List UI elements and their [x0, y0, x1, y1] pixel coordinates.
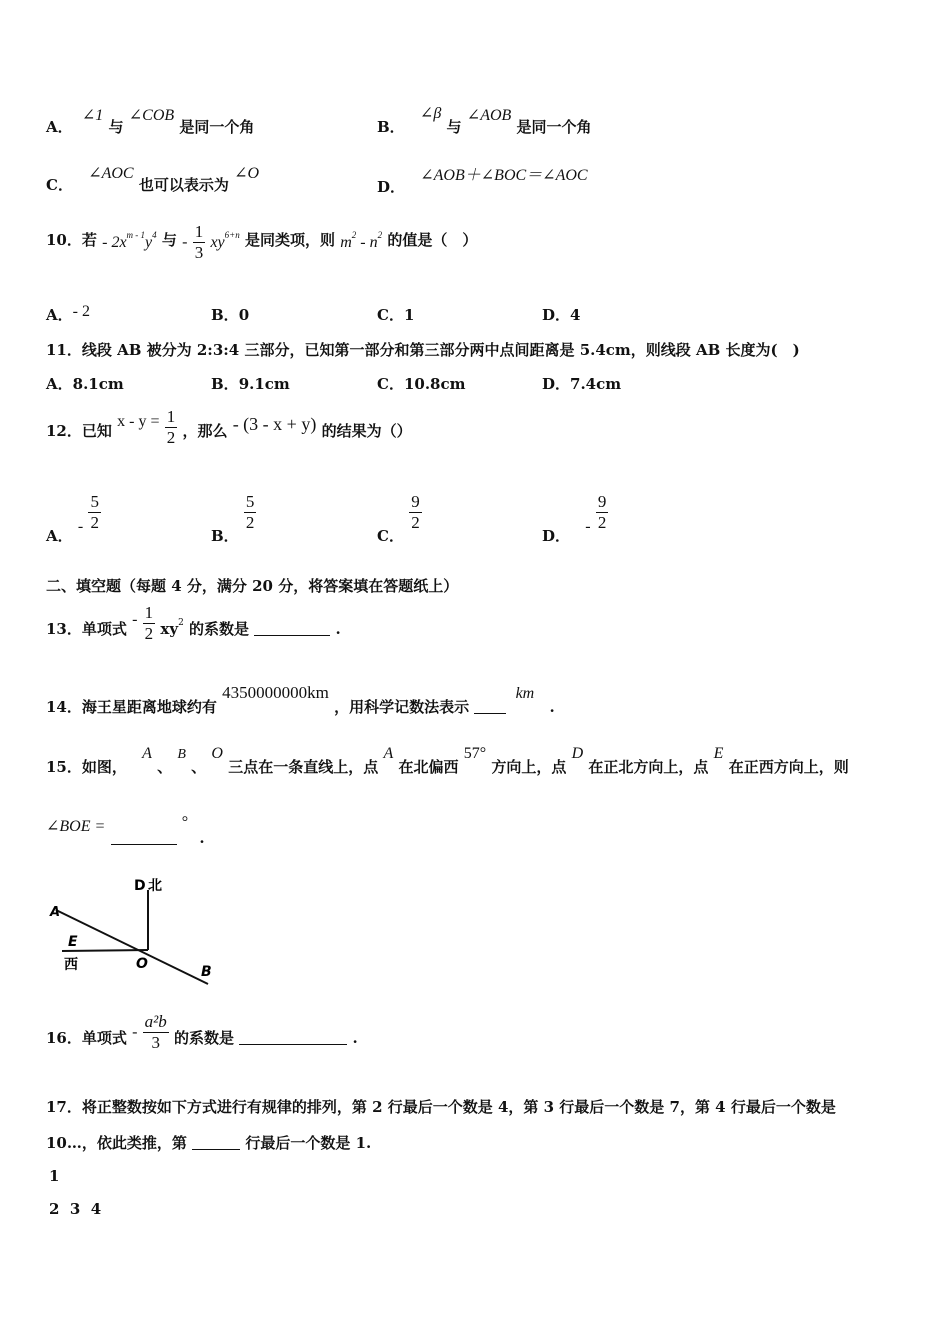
var: xy	[160, 619, 179, 638]
label-O: O	[136, 956, 148, 972]
q9-option-a	[46, 102, 255, 136]
q10-option-d	[542, 304, 580, 325]
option-value: 10.8cm	[403, 375, 466, 393]
var: m	[340, 233, 352, 251]
question-number: 13．单项式	[46, 619, 127, 638]
separator: 、	[157, 758, 173, 776]
option-label: A．	[46, 375, 73, 393]
math-expr: ∠AOB	[466, 107, 512, 124]
monomial	[160, 617, 184, 638]
question-17-line1: 17．将正整数按如下方式进行有规律的排列，第 2 行最后一个数是 4，第 3 行最后一个数是 7，第 4 行最后一个数是	[46, 1098, 836, 1116]
q11-option-a	[46, 373, 124, 394]
numerator: 1	[166, 407, 176, 426]
q10-option-c	[377, 304, 414, 325]
question-12	[46, 407, 412, 448]
option-label: B．	[211, 526, 239, 545]
numerator: 9	[597, 492, 607, 511]
line-AB	[56, 910, 208, 984]
math-expr: ∠COB	[128, 107, 175, 124]
q10-option-a	[46, 304, 90, 325]
math-expr: ∠AOC	[88, 165, 134, 182]
degree-sign: °	[181, 814, 189, 831]
text: 的系数是	[174, 1028, 235, 1047]
question-14	[46, 682, 555, 716]
condition: x - y =	[117, 412, 160, 430]
text: 与	[446, 118, 462, 136]
period: .	[199, 829, 205, 847]
fraction	[165, 407, 178, 448]
math-expr: ∠O	[234, 165, 260, 182]
term-2	[210, 229, 240, 251]
point-D: D	[571, 745, 584, 762]
text: 是同一个角	[179, 118, 255, 136]
period: .	[335, 619, 341, 638]
question-number: 12．已知	[46, 421, 112, 440]
fraction	[596, 492, 609, 533]
option-label: B．	[211, 375, 239, 393]
distance-value: 4350000000km	[222, 683, 329, 702]
answer-blank[interactable]	[474, 699, 506, 714]
exponent: 2	[178, 617, 184, 628]
text: 在北偏西	[398, 758, 459, 776]
option-label: C．	[377, 375, 404, 393]
q9-option-c	[46, 160, 260, 194]
text: 与	[108, 118, 124, 136]
exponent: 4	[152, 229, 157, 240]
fraction	[88, 492, 101, 533]
option-label: A．	[46, 118, 73, 136]
exponent: m - 1	[126, 229, 146, 240]
question-17-line2	[46, 1132, 371, 1153]
point-E: E	[713, 745, 724, 762]
denominator: 3	[151, 1033, 160, 1052]
sign: -	[77, 517, 84, 535]
numerator: 9	[411, 492, 420, 511]
option-label: A．	[46, 526, 73, 545]
option-value: 1	[403, 306, 415, 324]
separator: 、	[191, 758, 207, 776]
unit: km	[515, 685, 535, 702]
q10-option-b	[211, 304, 249, 325]
numerator: 1	[144, 603, 154, 622]
fraction	[409, 492, 422, 533]
exponent: 2	[377, 229, 383, 240]
question-15	[46, 742, 849, 776]
expression	[340, 229, 383, 251]
option-label: D．	[542, 306, 571, 324]
label-A: A	[50, 905, 61, 920]
q12-option-d	[542, 492, 608, 545]
label-north: 北	[148, 878, 162, 894]
fraction	[193, 222, 206, 263]
text: 的系数是	[189, 619, 250, 638]
point-B: B	[177, 747, 186, 762]
q9-option-d	[377, 160, 588, 196]
west-line	[62, 950, 148, 951]
sign: -	[132, 610, 138, 628]
var: y	[145, 233, 153, 251]
q11-option-b	[211, 373, 290, 394]
question-number: 16．单项式	[46, 1028, 127, 1047]
q12-option-b	[211, 492, 256, 545]
angle-expression: ∠BOE =	[46, 818, 106, 835]
text: 10…，依此类推，第	[46, 1134, 187, 1152]
label-E: E	[68, 934, 78, 950]
period: .	[549, 698, 555, 716]
label-D: D	[134, 878, 146, 894]
text: 的结果为（）	[321, 421, 412, 440]
text: 与	[161, 230, 177, 249]
fraction	[143, 603, 156, 644]
option-label: C．	[377, 306, 404, 324]
option-label: B．	[377, 118, 405, 136]
numerator: 5	[245, 492, 255, 511]
numerator: 5	[90, 492, 99, 511]
question-13	[46, 603, 341, 644]
point-A: A	[142, 745, 152, 762]
sign: -	[585, 517, 591, 535]
number-row-2: 2 3 4	[49, 1200, 102, 1218]
label-west: 西	[64, 957, 78, 973]
option-value: 4	[570, 306, 581, 324]
denominator: 2	[144, 624, 154, 643]
question-10	[46, 222, 477, 263]
text: 是同一个角	[516, 118, 592, 136]
period: .	[352, 1028, 358, 1047]
operator: -	[360, 233, 366, 251]
option-value: 9.1cm	[238, 375, 290, 393]
option-label: D．	[542, 526, 571, 545]
sign: -	[182, 233, 188, 251]
numerator: a²b	[144, 1012, 167, 1031]
answer-blank[interactable]	[239, 1030, 347, 1045]
text: ，用科学记数法表示	[334, 698, 470, 716]
q12-option-a	[46, 492, 101, 545]
option-value: - 2	[72, 303, 90, 320]
question-16	[46, 1012, 358, 1053]
option-value: 8.1cm	[72, 375, 124, 393]
question-number: 15．如图，	[46, 758, 127, 776]
fraction	[143, 1012, 169, 1053]
term-1	[102, 229, 157, 251]
text: 三点在一条直线上，点	[228, 758, 379, 776]
point-A: A	[383, 745, 394, 762]
q9-option-b	[377, 102, 592, 136]
math-expr: ∠AOB＋∠BOC＝∠AOC	[420, 167, 588, 184]
answer-blank[interactable]	[111, 830, 177, 845]
math-expr: ∠1	[81, 107, 104, 124]
denominator: 2	[245, 513, 255, 532]
question-15-line2	[46, 814, 205, 847]
option-label: C．	[46, 176, 73, 194]
option-label: C．	[377, 526, 404, 545]
fraction	[244, 492, 257, 533]
var: n	[369, 233, 378, 251]
point-O: O	[211, 745, 223, 762]
question-number: 14．海王星距离地球约有	[46, 698, 217, 716]
option-label: B．	[211, 306, 239, 324]
exponent: 6+n	[224, 229, 240, 240]
denominator: 2	[411, 513, 420, 532]
sign: -	[132, 1023, 138, 1041]
math-expr: ∠β	[419, 105, 442, 122]
text: 在正西方向上，则	[728, 758, 849, 776]
denominator: 2	[597, 513, 607, 532]
text: ，那么	[182, 421, 228, 440]
section-title: 二、填空题（每题 4 分，满分 20 分，将答案填在答题纸上）	[46, 577, 459, 595]
text: 方向上，点	[491, 758, 567, 776]
var: xy	[210, 233, 225, 251]
q11-option-d	[542, 373, 621, 394]
option-value: 7.4cm	[570, 375, 622, 393]
text: 是同类项，则	[244, 230, 335, 249]
label-B: B	[201, 964, 212, 980]
angle-value: 57°	[463, 745, 487, 762]
answer-blank[interactable]	[192, 1135, 240, 1150]
text: 行最后一个数是 1.	[245, 1134, 372, 1152]
question-number: 10．若	[46, 230, 97, 249]
text: 在正北方向上，点	[588, 758, 709, 776]
exponent: 2	[351, 229, 357, 240]
q11-option-c	[377, 373, 466, 394]
text: 的值是（ ）	[387, 230, 478, 249]
direction-diagram	[46, 872, 226, 992]
denominator: 2	[90, 513, 99, 532]
denominator: 3	[194, 243, 204, 262]
option-label: D．	[377, 178, 406, 196]
denominator: 2	[166, 428, 176, 447]
question-11: 11．线段 AB 被分为 2:3:4 三部分，已知第一部分和第三部分两中点间距离是 5.4cm，则线段 AB 长度为( )	[46, 341, 800, 359]
expression: - (3 - x + y)	[232, 413, 317, 434]
answer-blank[interactable]	[254, 621, 330, 636]
option-label: D．	[542, 375, 571, 393]
q12-option-c	[377, 492, 422, 545]
option-label: A．	[46, 306, 73, 324]
option-value: 0	[238, 306, 250, 324]
text: 也可以表示为	[138, 176, 229, 194]
number-row-1: 1	[49, 1167, 60, 1185]
coef: - 2x	[102, 233, 127, 251]
numerator: 1	[194, 222, 204, 241]
